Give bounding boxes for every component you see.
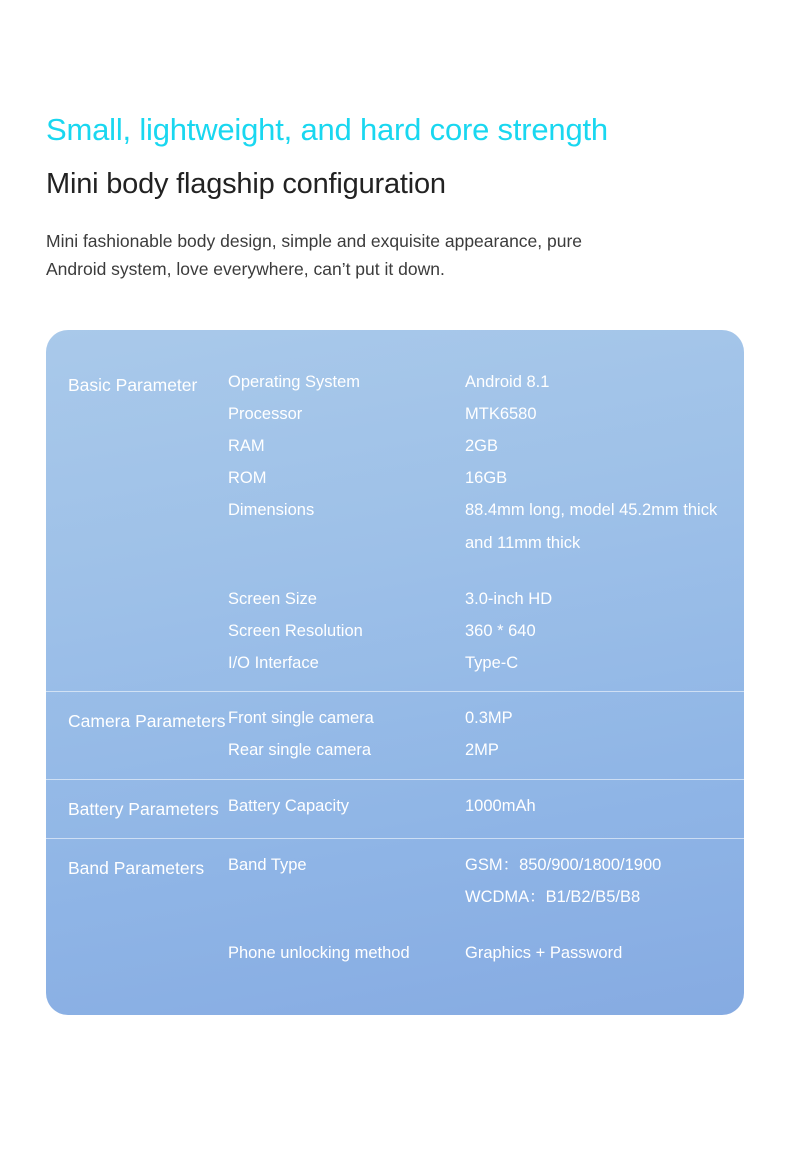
specification-card xyxy=(46,330,744,1016)
spec-row xyxy=(228,937,722,969)
spec-group-camera-parameters xyxy=(46,691,744,778)
spec-row xyxy=(228,615,722,647)
spec-label: ROM xyxy=(228,469,267,488)
spec-label: Screen Size xyxy=(228,589,317,608)
spec-group-band-parameters xyxy=(46,838,744,982)
spec-group-rows xyxy=(228,702,722,766)
spec-value: Graphics + Password xyxy=(465,944,623,963)
spec-row xyxy=(228,366,722,398)
spec-label: Front single camera xyxy=(228,709,374,728)
spec-row xyxy=(228,647,722,679)
spec-value: GSM：850/900/1800/1900 WCDMA：B1/B2/B5/B8 xyxy=(465,855,662,906)
spec-value: 2GB xyxy=(465,437,499,456)
spec-row xyxy=(228,583,722,615)
spec-row xyxy=(228,494,722,558)
spec-label: Battery Capacity xyxy=(228,796,350,815)
spec-value: 16GB xyxy=(465,469,508,488)
spec-group-rows xyxy=(228,849,722,970)
spec-value: MTK6580 xyxy=(465,404,537,423)
page-headline: Small, lightweight, and hard core strength xyxy=(46,112,608,147)
spec-row xyxy=(228,734,722,766)
spec-group-rows xyxy=(228,790,722,822)
spec-value: 88.4mm long, model 45.2mm thick and 11mm thick xyxy=(465,501,718,552)
spec-label: Operating System xyxy=(228,372,361,391)
spec-value: 360 * 640 xyxy=(465,621,536,640)
spec-label: Dimensions xyxy=(228,501,315,520)
spec-group-title: Camera Parameters xyxy=(68,711,226,732)
spec-row xyxy=(228,398,722,430)
spec-row xyxy=(228,790,722,822)
spec-group-battery-parameters xyxy=(46,779,744,838)
spec-row xyxy=(228,702,722,734)
spec-group-title: Band Parameters xyxy=(68,857,205,878)
spec-value: 3.0-inch HD xyxy=(465,589,553,608)
spec-value: 2MP xyxy=(465,741,499,760)
spec-value: Android 8.1 xyxy=(465,372,550,391)
spec-group-title: Battery Parameters xyxy=(68,798,219,819)
spec-group-basic-parameter xyxy=(46,356,744,692)
spec-label: Screen Resolution xyxy=(228,621,363,640)
spec-label: Phone unlocking method xyxy=(228,944,410,963)
spec-label: Rear single camera xyxy=(228,741,372,760)
page-subheadline: Mini body flagship configuration xyxy=(46,167,446,200)
spec-label: Processor xyxy=(228,404,303,423)
spec-label: I/O Interface xyxy=(228,654,319,673)
spec-value: Type-C xyxy=(465,654,519,673)
spec-label: Band Type xyxy=(228,855,307,874)
spec-row xyxy=(228,849,722,913)
spec-group-rows xyxy=(228,366,722,680)
spec-value: 0.3MP xyxy=(465,709,513,728)
spec-row xyxy=(228,430,722,462)
spec-row xyxy=(228,462,722,494)
spec-group-title: Basic Parameter xyxy=(68,374,198,395)
page-description: Mini fashionable body design, simple and exquisite appearance, pure Android system, love everywhere, can’t put it down. xyxy=(46,230,583,280)
spec-value: 1000mAh xyxy=(465,796,536,815)
spec-label: RAM xyxy=(228,437,265,456)
